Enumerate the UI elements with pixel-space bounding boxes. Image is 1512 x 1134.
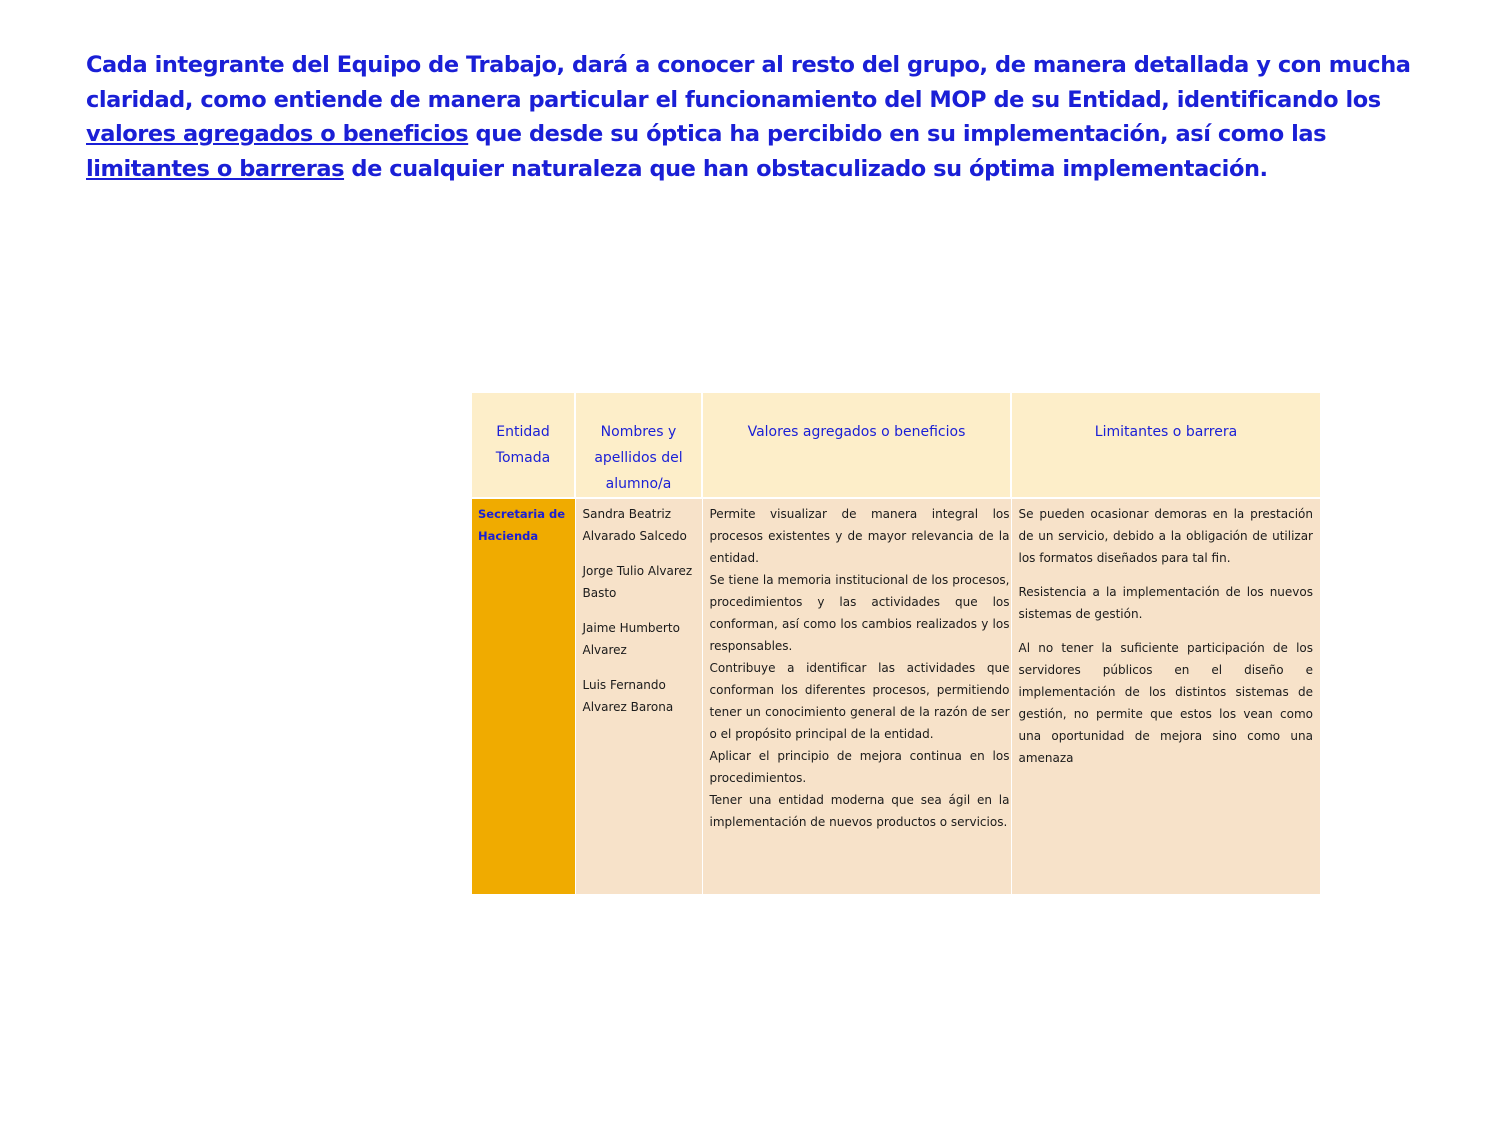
benefit-item: Tener una entidad moderna que sea ágil en la implementación de nuevos productos o servicios. <box>709 793 1010 829</box>
limitation-item: Resistencia a la implementación de los nuevos sistemas de gestión. <box>1018 585 1313 621</box>
cell-entidad: Secretaria de Hacienda <box>472 498 575 894</box>
heading-text-part-2: que desde su óptica ha percibido en su implementación, así como las <box>468 121 1327 147</box>
cell-nombres <box>575 498 702 894</box>
heading-text-part-1: Cada integrante del Equipo de Trabajo, dará a conocer al resto del grupo, de manera detallada y con mucha claridad, como entiende de manera particular el funcionamiento del MOP de su Entidad, identificando los <box>86 52 1411 113</box>
benefit-item: Contribuye a identificar las actividades que conforman los diferentes procesos, permitiendo tener un conocimiento general de la razón de ser o el propósito principal de la entidad. <box>709 661 1010 741</box>
header-limitantes: Limitantes o barrera <box>1011 393 1320 498</box>
table-header-row <box>472 393 1320 498</box>
header-nombres: Nombres y apellidos del alumno/a <box>575 393 702 498</box>
mop-analysis-table <box>472 393 1320 894</box>
limitation-item: Al no tener la suficiente participación de los servidores públicos en el diseño e implementación de los distintos sistemas de gestión, no permite que estos los vean como una oportunidad de mejora sino como una amenaza <box>1018 641 1313 765</box>
limitation-item: Se pueden ocasionar demoras en la prestación de un servicio, debido a la obligación de utilizar los formatos diseñados para tal fin. <box>1018 507 1313 565</box>
header-entidad: Entidad Tomada <box>472 393 575 498</box>
heading-underlined-limitantes: limitantes o barreras <box>86 155 345 182</box>
benefit-item: Permite visualizar de manera integral los procesos existentes y de mayor relevancia de la entidad. <box>709 507 1010 565</box>
header-valores: Valores agregados o beneficios <box>702 393 1011 498</box>
benefit-item: Aplicar el principio de mejora continua en los procedimientos. <box>709 749 1010 785</box>
benefit-item: Se tiene la memoria institucional de los procesos, procedimientos y las actividades que los conforman, así como los cambios realizados y los responsables. <box>709 573 1010 653</box>
student-name: Sandra Beatriz Alvarado Salcedo <box>582 507 687 543</box>
cell-limitantes <box>1011 498 1320 894</box>
student-name: Luis Fernando Alvarez Barona <box>582 678 674 714</box>
heading-text-part-3: de cualquier naturaleza que han obstaculizado su óptima implementación. <box>344 155 1268 182</box>
page-instruction-heading <box>86 48 1436 186</box>
student-name: Jaime Humberto Alvarez <box>582 621 680 657</box>
cell-valores <box>702 498 1011 894</box>
table-row <box>472 498 1320 894</box>
heading-underlined-valores: valores agregados o beneficios <box>86 121 469 147</box>
student-name: Jorge Tulio Alvarez Basto <box>582 564 693 600</box>
